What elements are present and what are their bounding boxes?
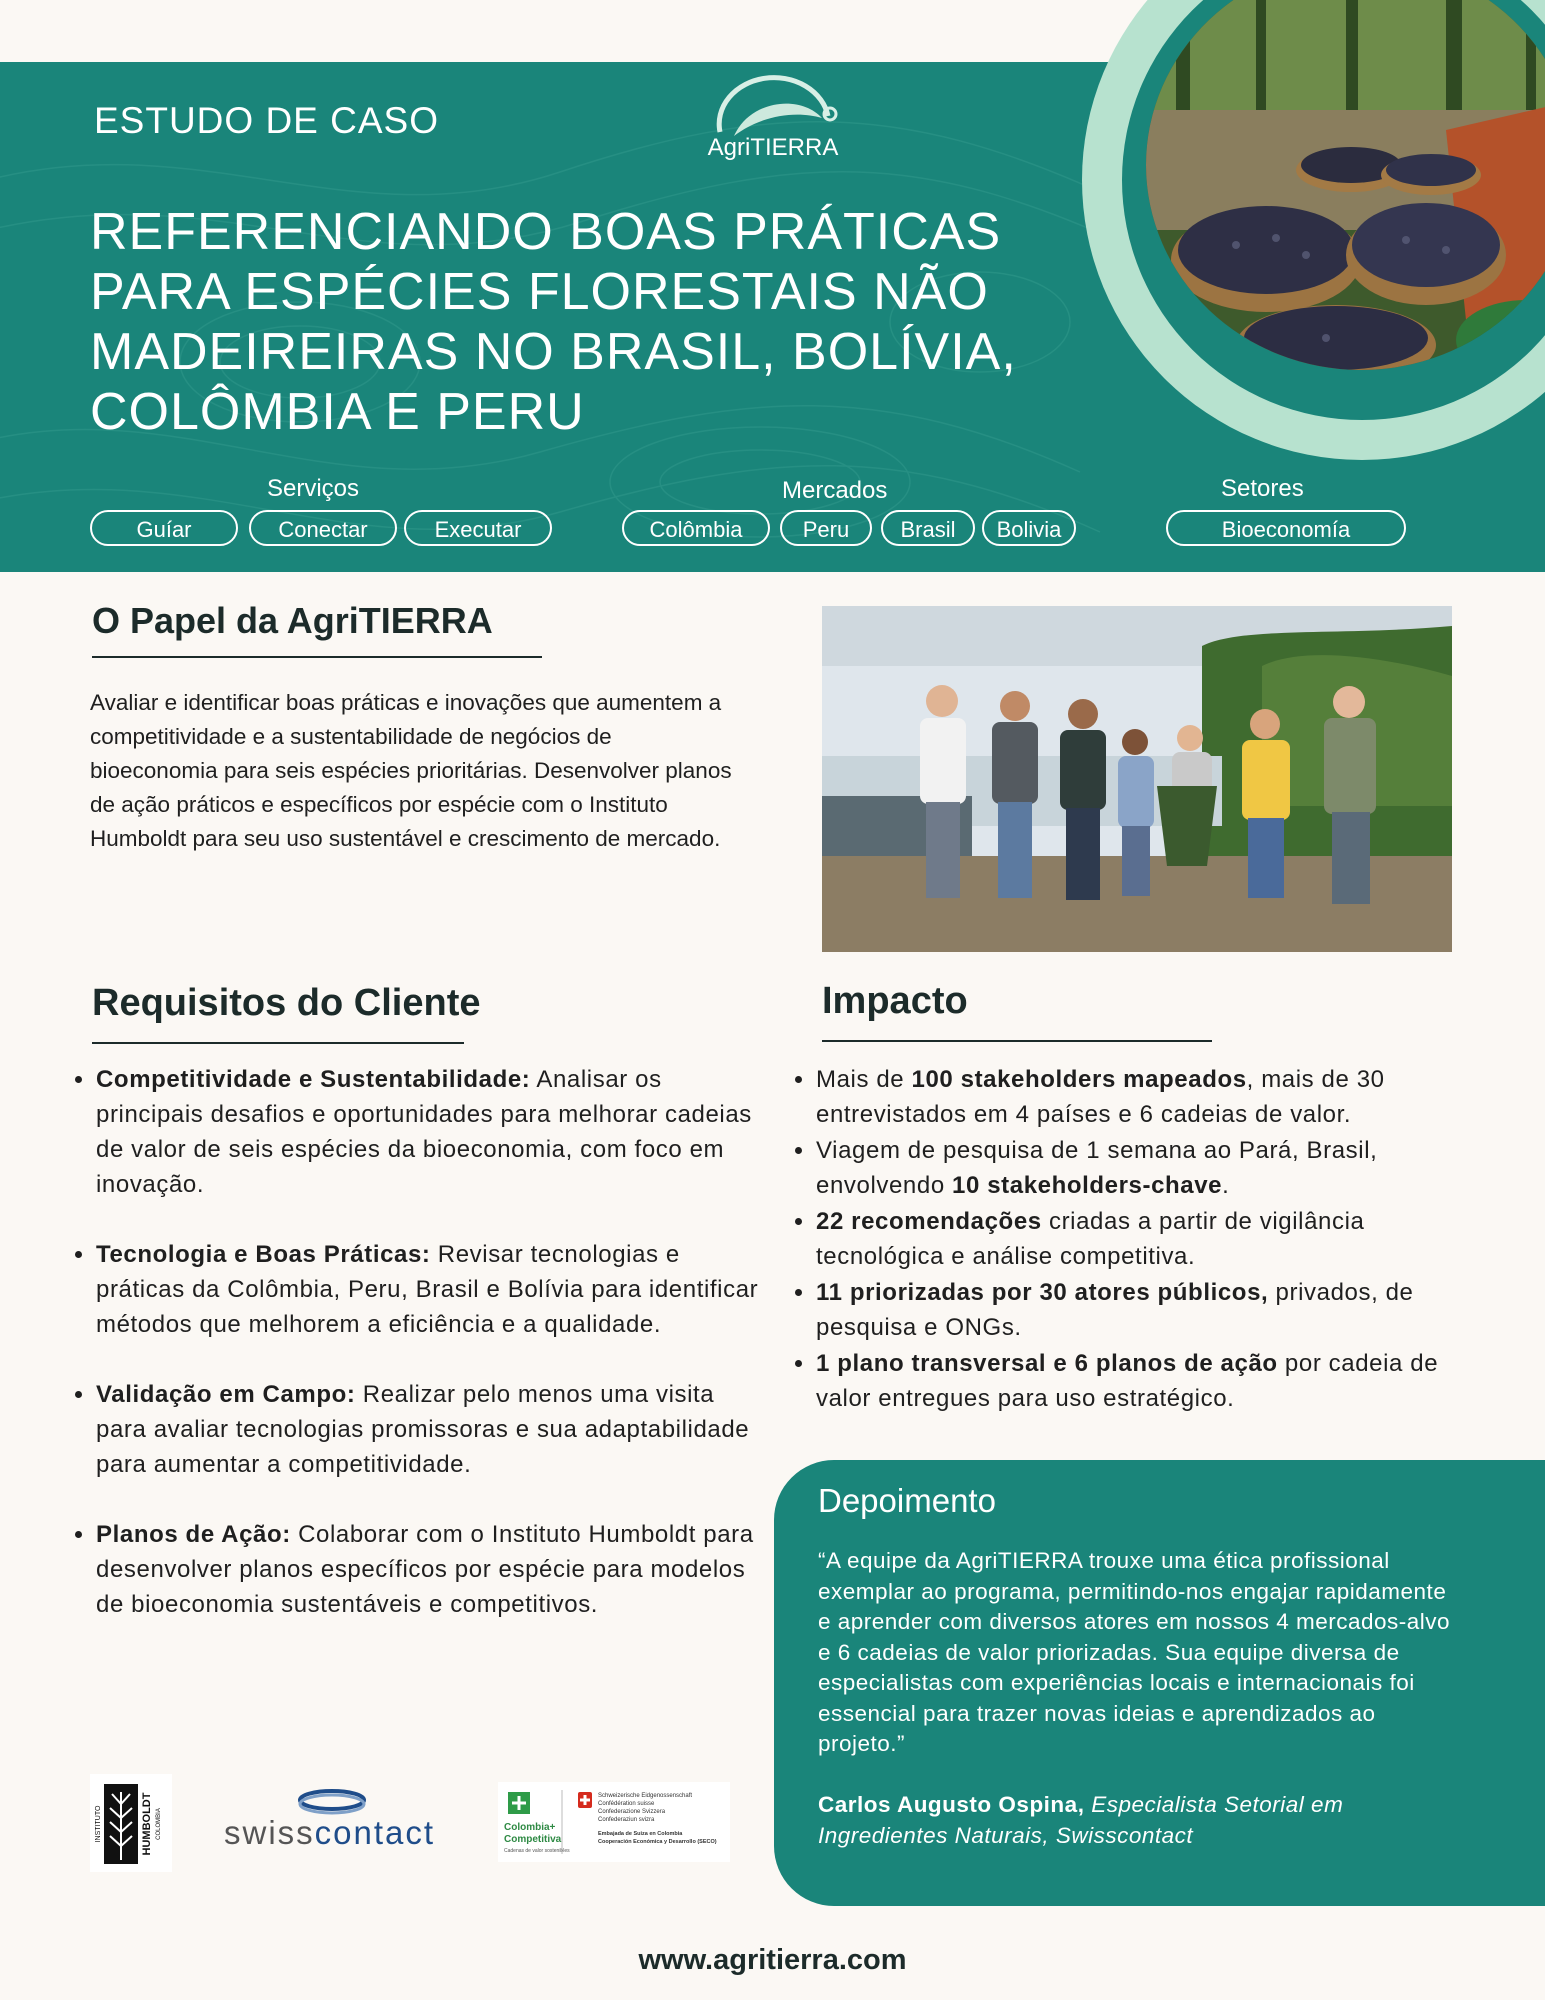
impact-highlight: 22 recomendações [816, 1208, 1042, 1235]
footer-website[interactable]: www.agritierra.com [638, 1944, 907, 1976]
impact-text: Mais de [816, 1066, 912, 1093]
impact-heading-rule [822, 1040, 1212, 1042]
impact-text: . [1222, 1172, 1230, 1199]
pill-executar: Executar [404, 510, 552, 546]
markets-label: Mercados [782, 477, 888, 504]
requirement-text: Realizar pelo menos uma visita para avaliar tecnologias promissoras e sua adaptabilidade para aumentar a competitividade. [96, 1381, 750, 1478]
agritierra-logo-text: AgriTIERRA [707, 134, 839, 161]
humboldt-vertical-text: INSTITUTO [95, 1805, 102, 1843]
team-photo [822, 606, 1452, 952]
humboldt-main-text: HUMBOLDT [141, 1792, 153, 1856]
humboldt-logo [90, 1774, 172, 1872]
impact-text: criadas a partir de vigilância tecnológica e análise competitiva. [816, 1208, 1365, 1270]
pill-bolivia: Bolivia [982, 510, 1076, 546]
requirement-item [96, 1517, 766, 1622]
role-description: Avaliar e identificar boas práticas e inovações que aumentem a competitividade e a sustentabilidade de negócios de bioeconomia para seis espécies prioritárias. Desenvolver planos de ação práticos e específicos por espécie com o Instituto Humboldt para seu uso sustentável e crescimento de mercado. [90, 690, 732, 851]
role-heading: O Papel da AgriTIERRA [92, 600, 493, 641]
requirements-heading-rule [92, 1042, 464, 1044]
impact-highlight: 1 plano transversal e 6 planos de ação [816, 1350, 1278, 1377]
embassy-line: Embajada de Suiza en Colombia [598, 1831, 683, 1837]
pill-peru: Peru [780, 510, 872, 546]
requirement-title: Competitividade e Sustentabilidade: [96, 1066, 531, 1093]
requirement-title: Validação em Campo: [96, 1381, 356, 1408]
pill-colombia: Colômbia [622, 510, 770, 546]
swiss-gov-line: Confederazione Svizzera [598, 1809, 666, 1815]
testimonial-quote: “A equipe da AgriTIERRA trouxe uma ética profissional exemplar ao programa, permitindo-nos engajar rapidamente e aprender com diversos atores em nossos 4 mercados-alvo e 6 cadeias de valor priorizadas. Sua equipe diversa de especialistas com experiências locais e internacionais foi essencial para trazer novas ideias e aprendizados ao projeto.” [818, 1548, 1451, 1756]
role-heading-rule [92, 656, 542, 658]
swisscontact-text-a: swiss [224, 1814, 315, 1851]
requirements-heading: Requisitos do Cliente [92, 982, 481, 1024]
testimonial-heading: Depoimento [818, 1482, 996, 1519]
impact-highlight: 11 priorizadas por 30 atores públicos, [816, 1279, 1269, 1306]
pill-brasil: Brasil [881, 510, 975, 546]
swisscontact-logo [222, 1784, 442, 1856]
requirement-text: Revisar tecnologias e práticas da Colômbia, Peru, Brasil e Bolívia para identificar métodos que melhorem a eficiência e a qualidade. [96, 1241, 759, 1338]
requirements-list [70, 1062, 766, 1657]
impact-item [816, 1062, 1476, 1132]
swiss-gov-line: Confédération suisse [598, 1801, 655, 1807]
impact-item [816, 1133, 1476, 1203]
svg-text:swisscontact [224, 1814, 435, 1851]
competitiva-text: Competitiva [504, 1834, 562, 1845]
author-role: Especialista Setorial em Ingredientes Naturais, Swisscontact [818, 1792, 1344, 1848]
impact-item [816, 1275, 1476, 1345]
pill-conectar: Conectar [249, 510, 397, 546]
impact-text: Viagem de pesquisa de 1 semana ao Pará, Brasil, envolvendo [816, 1137, 1378, 1199]
requirement-text: Colaborar com o Instituto Humboldt para desenvolver planos específicos por espécie para modelos de bioeconomia sustentáveis e competitivos. [96, 1521, 754, 1618]
requirement-title: Planos de Ação: [96, 1521, 291, 1548]
pill-bioeconomia: Bioeconomía [1166, 510, 1406, 546]
swisscontact-text-b: contact [314, 1814, 436, 1851]
swiss-gov-line: Confederaziun svizra [598, 1817, 655, 1823]
pill-guiar: Guíar [90, 510, 238, 546]
cp-sub-text: Cadenas de valor sostenibles [504, 1848, 570, 1854]
impact-item [816, 1204, 1476, 1274]
impact-item [816, 1346, 1476, 1416]
swiss-gov-line: Schweizerische Eidgenossenschaft [598, 1793, 693, 1799]
page-title: REFERENCIANDO BOAS PRÁTICAS PARA ESPÉCIES FLORESTAIS NÃO MADEIREIRAS NO BRASIL, BOLÍVIA, COLÔMBIA E PERU [90, 203, 1017, 441]
colombia-competitiva-logo [498, 1782, 730, 1862]
impact-text: privados, de pesquisa e ONGs. [816, 1279, 1414, 1341]
author-name: Carlos Augusto Ospina, [818, 1792, 1085, 1817]
requirement-item [96, 1062, 766, 1202]
requirement-item [96, 1377, 766, 1482]
impact-highlight: 10 stakeholders-chave [952, 1172, 1223, 1199]
services-label: Serviços [267, 475, 360, 502]
requirement-text: Analisar os principais desafios e oportunidades para melhorar cadeias de valor de seis espécies da bioeconomia, com foco em inovação. [96, 1066, 752, 1198]
agritierra-logo-icon [700, 70, 850, 180]
sectors-label: Setores [1221, 475, 1304, 502]
colombia-plus-text: Colombia+ [504, 1822, 556, 1833]
testimonial-author [818, 1790, 1458, 1851]
impact-list [794, 1062, 1476, 1417]
requirement-title: Tecnologia e Boas Práticas: [96, 1241, 431, 1268]
embassy-line: Cooperación Económica y Desarrollo (SECO) [598, 1839, 717, 1845]
humboldt-sub-text: COLOMBIA [156, 1808, 162, 1840]
case-study-eyebrow: ESTUDO DE CASO [94, 100, 439, 141]
impact-text: , mais de 30 entrevistados em 4 países e 6 cadeias de valor. [816, 1066, 1385, 1128]
requirement-item [96, 1237, 766, 1342]
impact-text: por cadeia de valor entregues para uso estratégico. [816, 1350, 1439, 1412]
impact-heading: Impacto [822, 980, 968, 1022]
testimonial-card [774, 1460, 1545, 1906]
impact-highlight: 100 stakeholders mapeados [911, 1066, 1247, 1093]
